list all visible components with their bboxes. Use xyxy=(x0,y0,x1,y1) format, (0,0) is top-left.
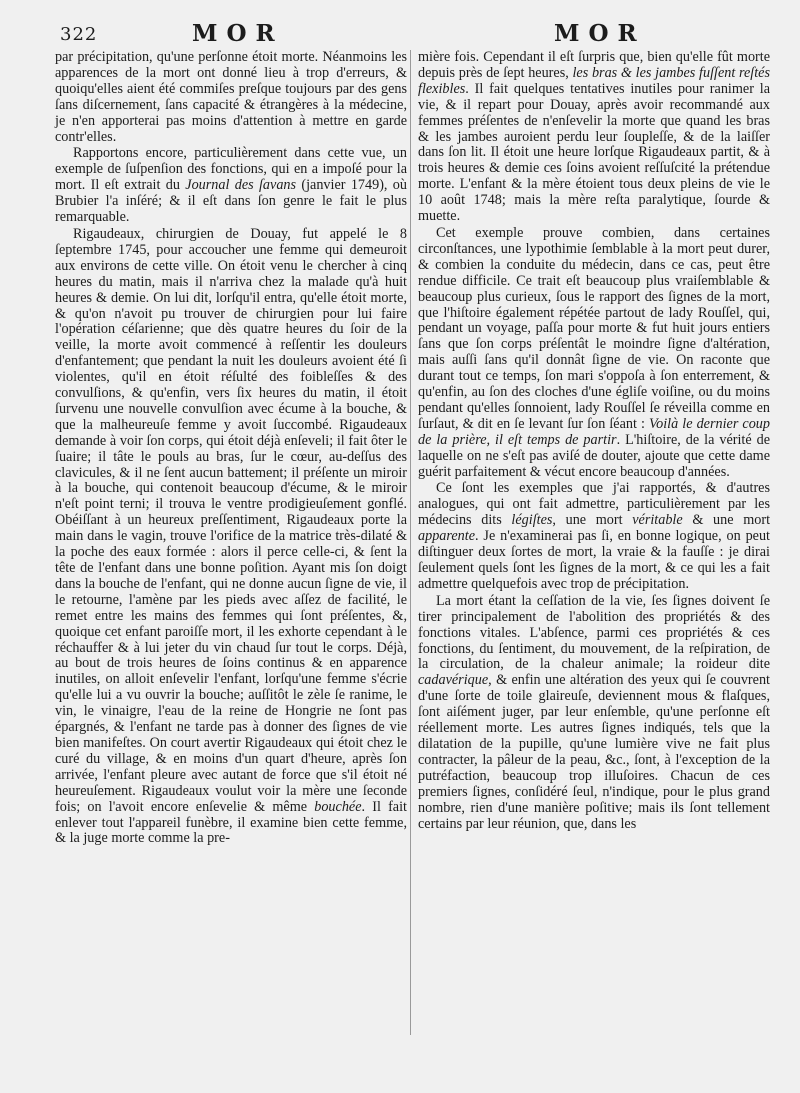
left-column xyxy=(55,50,407,847)
italic-term-legistes: légiſtes xyxy=(511,512,553,529)
right-paragraph-3: Ce ſont les exemples que j'ai rapportés, & d'autres analogues, qui ont fait admettre, particulièrement par les médecins dits légiſtes, une mort véritable & une mort apparente. Je n'examinerai pas ſi, en bonne logique, on peut diſtinguer deux ſortes de mort, la vraie & la fauſſe : je dirai ſeulement quels ſont les ſignes de la mort, & ce qui les a fait admettre quelquefois avec trop de précipitation. xyxy=(418,480,771,592)
header-keyword-left: MOR xyxy=(192,20,284,47)
italic-term-veritable: véritable xyxy=(632,512,683,529)
italic-term: bouchée xyxy=(314,798,362,815)
italic-quote: Voilà le dernier coup de la prière, il eſt temps de partir xyxy=(418,415,770,448)
left-paragraph-3: Rigaudeaux, chirurgien de Douay, fut appelé le 8 ſeptembre 1745, pour accoucher une femme qui demeuroit aux environs de cette ville. On étoit venu le chercher à cinq heures du matin, mais il n'arriva chez la malade qu'à huit heures & demie. On lui dit, lorſqu'il entra, qu'elle étoit morte, & qu'on n'avoit pu trouver de chirurgien pour lui faire l'opération céſarienne; que dès quatre heures du ſoir de la veille, la morte avoit commencé à reſſentir les douleurs d'enfantement; que pendant la nuit les douleurs avoient été ſi violentes, qu'il en étoit réſulté des foibleſſes & des convulſions, & qu'enfin, vers ſix heures du matin, il étoit ſurvenu une nouvelle convulſion avec écume à la bouche, & que la malheureuſe femme y avoit ſuccombé. Rigaudeaux demande à voir ſon corps, qui étoit déjà enſeveli; il fait ôter le ſuaire; il tâte le pouls au bras, ſur le cœur, au-deſſus des clavicules, & il ne ſent aucun battement; il préſente un miroir à la bouche, qui contenoit beaucoup d'écume, & le miroir n'eſt point terni; il trouva le ventre prodigieuſement gonflé. Obéiſſant à un heureux preſſentiment, Rigaudeaux porte la main dans le vagin, trouve l'orifice de la matrice très-dilaté & la poche des eaux formée : alors il perce celle-ci, & ſent la tête de l'enfant dans une bonne poſition. Ayant mis ſon doigt dans la bouche de l'enfant, qui ne donne aucun ſigne de vie, il le retourne, l'amène par les pieds avec aſſez de facilité, le remet entre les mains des femmes qui ſont préſentes, &, quoique cet enfant paroiſſe mort, il les exhorte cependant à le réchauffer & à lui jeter du vin chaud ſur tout le corps. Déjà, au bout de trois heures de ſoins continus & en apparence inutiles, on alloit enſevelir l'enfant, lorſqu'une femme s'écrie qu'elle lui a vu ouvrir la bouche; auſſitôt le zèle ſe ranime, le vin, le vinaigre, l'eau de la reine de Hongrie ne ſont pas épargnés, & l'enfant ne tarde pas à donner des ſignes de vie bien manifeſtes. On court avertir Rigaudeaux qui étoit chez le curé du village, & en moins d'un quart d'heure, après ſon arrivée, l'enfant pleure avec autant de force que s'il étoit né heureuſement. Rigaudeaux voulut voir la mère une ſeconde fois; on l'avoit encore enſevelie & même bouchée. Il fait enlever tout l'appareil funèbre, il examine bien cette femme, & la juge morte comme la pre- xyxy=(55,225,407,847)
right-column xyxy=(418,50,770,832)
left-paragraph-1: par précipitation, qu'une perſonne étoit morte. Néanmoins les apparences de la mort ont donné lieu à trop d'erreurs, & quoiqu'elles aient été commiſes preſque toujours par des gens ſans diſcernement, ſans capacité & étrangères à la médecine, je n'en apporterai pas moins d'attention à mettre en garde contr'elles. xyxy=(55,49,407,145)
right-paragraph-2: Cet exemple prouve combien, dans certaines circonſtances, une lypothimie ſemblable à la mort peut durer, & combien la conduite du médecin, dans ce cas, peut être rendue difficile. Ce trait eſt beaucoup plus vraiſemblable & beaucoup plus curieux, ſous le rapport des ſignes de la mort, que l'hiſtoire également répétée partout de lady Rouſſel, qui, pendant un voyage, paſſa pour morte & fut huit jours entiers ſans que ſon corps préſentât le moindre ſigne d'altération, mais auſſi ſans qu'il donnât ſigne de vie. On raconte que durant tout ce temps, ſon mari s'oppoſa à ſon enterrement, & qu'enfin, au ſon des cloches d'une égliſe voiſine, ou du moins pendant qu'elles ſonnoient, lady Rouſſel ſe réveilla comme en ſurſaut, & dit en ſe levant ſur ſon ſéant : Voilà le dernier coup de la prière, il eſt temps de partir. L'hiſtoire, de la vérité de laquelle on ne s'eſt pas aviſé de douter, ajoute que cette dame guérit parfaitement & vécut encore beaucoup d'années. xyxy=(418,224,771,480)
right-paragraph-1: mière fois. Cependant il eſt ſurpris que, bien qu'elle fût morte depuis près de ſept heures, les bras & les jambes fuſſent reſtés flexibles. Il fait quelques tentatives inutiles pour ranimer la vie, & il repart pour Douay, après avoir recommandé aux femmes préſentes de n'enſevelir la morte que quand les bras & les jambes auroient perdu leur ſoupleſſe, & de la laiſſer dans ſon lit. Il étoit une heure lorſque Rigaudeaux partit, & à trois heures & demie ces ſoins avoient reſſuſcité la prétendue morte. L'enfant & la mère étoient tous deux pleins de vie le 10 août 1748; mais la mère reſta paralytique, ſourde & muette. xyxy=(418,49,770,225)
column-divider xyxy=(410,50,411,1035)
journal-title: Journal des ſavans xyxy=(185,177,297,194)
header-keyword-right: MOR xyxy=(554,20,646,47)
italic-phrase: les bras & les jambes fuſſent reſtés flexibles xyxy=(418,64,770,97)
left-paragraph-2: Rapportons encore, particulièrement dans cette vue, un exemple de ſuſpenſion des fonctions, qui en a impoſé pour la mort. Il eſt extrait du Journal des ſavans (janvier 1749), où Brubier l'a inſéré; & il eſt dans ſon genre le fait le plus remarquable. xyxy=(55,145,407,226)
italic-term-cadaverique: cadavérique xyxy=(418,672,489,689)
running-head xyxy=(54,18,766,48)
right-paragraph-4: La mort étant la ceſſation de la vie, ſes ſignes doivent ſe tirer principalement de l'abolition des propriétés & des fonctions vitales. L'abſence, parmi ces propriétés & ces fonctions, du ſentiment, du mouvement, de la reſpiration, de la circulation, de la chaleur animale; la roideur dite cadavérique, & enfin une altération des yeux qui ſe couvrent d'une ſorte de toile glaireuſe, deviennent mous & flaſques, ſont aiſément juger, par leur enſemble, qu'une perſonne eſt réellement morte. Les autres ſignes indiqués, tels que la dilatation de la pupille, qu'une lumière vive ne fait plus contracter, la pâleur de la peau, &c., ſont, à l'exception de la putréfaction, beaucoup trop illuſoires. Chacun de ces premiers ſignes, conſidéré ſeul, n'indique, pour le plus grand nombre, rien d'une manière poſitive; mais ils ſont tellement certains par leur réunion, que, dans les xyxy=(418,592,770,832)
page-number: 322 xyxy=(60,24,98,45)
italic-term-apparente: apparente xyxy=(418,528,475,545)
